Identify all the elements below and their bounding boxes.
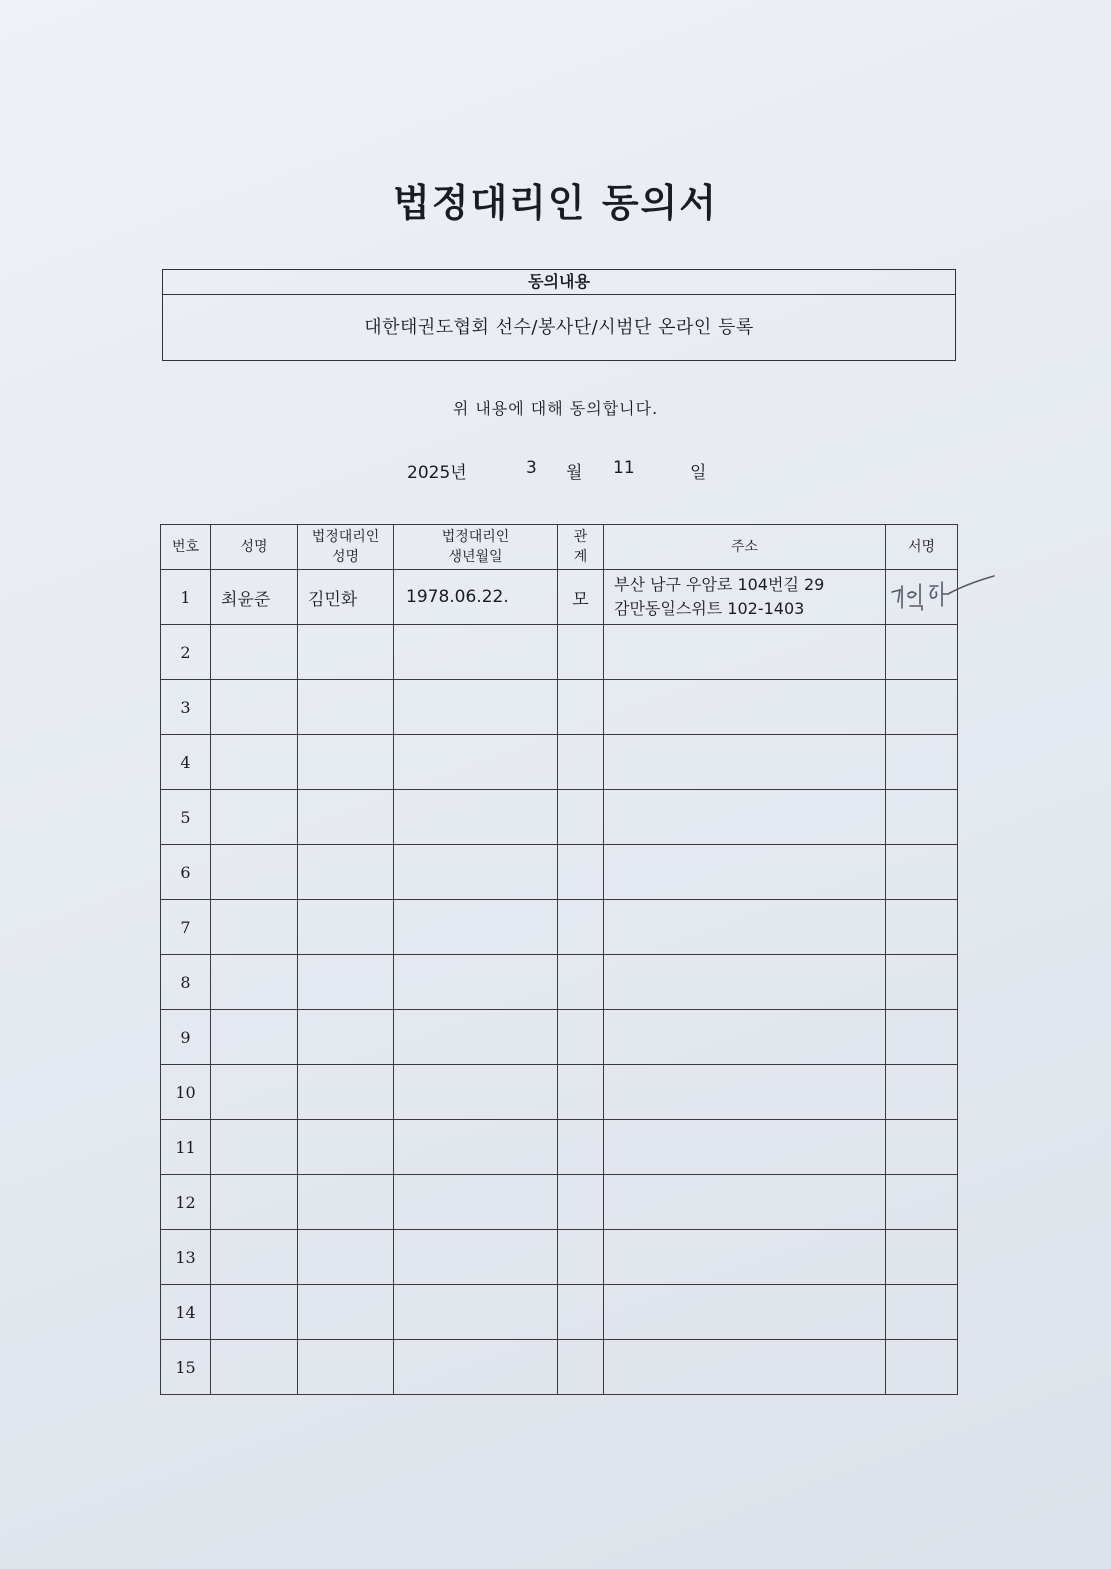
relation bbox=[558, 1175, 604, 1230]
representative-name bbox=[298, 1120, 394, 1175]
signature-cell bbox=[886, 900, 958, 955]
student-name bbox=[211, 955, 298, 1010]
table-row bbox=[161, 735, 958, 790]
signature-cell bbox=[886, 1065, 958, 1120]
representative-name bbox=[298, 900, 394, 955]
address bbox=[604, 1010, 886, 1065]
row-number: 12 bbox=[161, 1175, 211, 1230]
address bbox=[604, 625, 886, 680]
student-name bbox=[211, 900, 298, 955]
representative-table bbox=[160, 524, 958, 1395]
row-number: 1 bbox=[161, 570, 211, 625]
relation bbox=[558, 625, 604, 680]
header-relation bbox=[558, 525, 604, 570]
relation bbox=[558, 790, 604, 845]
representative-name bbox=[298, 625, 394, 680]
row-number: 15 bbox=[161, 1340, 211, 1395]
header-no: 번호 bbox=[161, 525, 211, 570]
signature-cell bbox=[886, 955, 958, 1010]
signature-cell bbox=[886, 1285, 958, 1340]
representative-birthdate bbox=[394, 900, 558, 955]
student-name bbox=[211, 845, 298, 900]
address bbox=[604, 1230, 886, 1285]
representative-birthdate bbox=[394, 955, 558, 1010]
student-name bbox=[211, 1010, 298, 1065]
address bbox=[604, 1120, 886, 1175]
header-name: 성명 bbox=[211, 525, 298, 570]
student-name bbox=[211, 1175, 298, 1230]
representative-name bbox=[298, 790, 394, 845]
row-number: 6 bbox=[161, 845, 211, 900]
table-row bbox=[161, 790, 958, 845]
row-number: 2 bbox=[161, 625, 211, 680]
signature-cell bbox=[886, 1010, 958, 1065]
table-row bbox=[161, 1175, 958, 1230]
signature-cell bbox=[886, 680, 958, 735]
representative-birthdate bbox=[394, 1065, 558, 1120]
representative-birthdate: 1978.06.22. bbox=[394, 570, 558, 625]
row-number: 3 bbox=[161, 680, 211, 735]
table-row bbox=[161, 680, 958, 735]
header-relation-line2: 계 bbox=[573, 549, 588, 565]
representative-name bbox=[298, 1175, 394, 1230]
student-name bbox=[211, 1230, 298, 1285]
table-row bbox=[161, 1340, 958, 1395]
table-row bbox=[161, 1285, 958, 1340]
row-number: 7 bbox=[161, 900, 211, 955]
table-row bbox=[161, 845, 958, 900]
signature-cell bbox=[886, 625, 958, 680]
representative-birthdate bbox=[394, 845, 558, 900]
representative-name bbox=[298, 680, 394, 735]
table-row bbox=[161, 625, 958, 680]
date-month-unit: 월 bbox=[566, 463, 583, 483]
date-day-value: 11 bbox=[613, 458, 635, 478]
header-address: 주소 bbox=[604, 525, 886, 570]
header-rep-name-line2: 성명 bbox=[331, 549, 360, 565]
header-relation-line1: 관 bbox=[573, 529, 588, 545]
representative-birthdate bbox=[394, 625, 558, 680]
relation bbox=[558, 1340, 604, 1395]
signature-cell bbox=[886, 570, 958, 625]
address-line1: 부산 남구 우암로 104번길 29 bbox=[614, 575, 825, 594]
table-row bbox=[161, 900, 958, 955]
date-year: 2025년 bbox=[407, 463, 467, 483]
relation bbox=[558, 1285, 604, 1340]
representative-name bbox=[298, 1340, 394, 1395]
representative-birthdate bbox=[394, 790, 558, 845]
representative-name bbox=[298, 955, 394, 1010]
handwritten-signature bbox=[886, 572, 1006, 620]
representative-birthdate bbox=[394, 1285, 558, 1340]
header-rep-birth-line2: 생년월일 bbox=[448, 549, 503, 565]
signature-cell bbox=[886, 845, 958, 900]
table-row bbox=[161, 1010, 958, 1065]
student-name bbox=[211, 1120, 298, 1175]
document-title: 법정대리인 동의서 bbox=[393, 180, 718, 225]
header-rep-name bbox=[298, 525, 394, 570]
address bbox=[604, 1065, 886, 1120]
row-number: 13 bbox=[161, 1230, 211, 1285]
address bbox=[604, 790, 886, 845]
representative-name bbox=[298, 1065, 394, 1120]
row-number: 14 bbox=[161, 1285, 211, 1340]
header-rep-name-line1: 법정대리인 bbox=[311, 529, 380, 545]
signature-cell bbox=[886, 1175, 958, 1230]
table-row bbox=[161, 1120, 958, 1175]
address bbox=[604, 1285, 886, 1340]
student-name bbox=[211, 625, 298, 680]
signature-cell bbox=[886, 1230, 958, 1285]
address bbox=[604, 735, 886, 790]
relation bbox=[558, 1230, 604, 1285]
signature-cell bbox=[886, 1340, 958, 1395]
table-row bbox=[161, 1230, 958, 1285]
consent-content-body: 대한태권도협회 선수/봉사단/시범단 온라인 등록 bbox=[364, 317, 754, 338]
student-name bbox=[211, 1340, 298, 1395]
address bbox=[604, 955, 886, 1010]
student-name bbox=[211, 680, 298, 735]
table-row bbox=[161, 955, 958, 1010]
table-header-row bbox=[161, 525, 958, 570]
relation bbox=[558, 900, 604, 955]
table-row bbox=[161, 570, 958, 625]
representative-birthdate bbox=[394, 1230, 558, 1285]
relation bbox=[558, 680, 604, 735]
representative-birthdate bbox=[394, 1175, 558, 1230]
relation bbox=[558, 1010, 604, 1065]
student-name: 최윤준 bbox=[211, 570, 298, 625]
address-line2: 감만동일스위트 102-1403 bbox=[614, 599, 805, 618]
representative-birthdate bbox=[394, 1010, 558, 1065]
row-number: 10 bbox=[161, 1065, 211, 1120]
date-day-unit: 일 bbox=[690, 463, 707, 483]
relation: 모 bbox=[558, 570, 604, 625]
student-name bbox=[211, 1285, 298, 1340]
address bbox=[604, 680, 886, 735]
agreement-statement: 위 내용에 대해 동의합니다. bbox=[452, 399, 659, 418]
representative-birthdate bbox=[394, 735, 558, 790]
representative-name bbox=[298, 1010, 394, 1065]
relation bbox=[558, 1065, 604, 1120]
relation bbox=[558, 735, 604, 790]
signature-cell bbox=[886, 735, 958, 790]
signature-cell bbox=[886, 790, 958, 845]
row-number: 9 bbox=[161, 1010, 211, 1065]
representative-name bbox=[298, 735, 394, 790]
row-number: 5 bbox=[161, 790, 211, 845]
consent-content-header: 동의내용 bbox=[163, 270, 955, 295]
row-number: 11 bbox=[161, 1120, 211, 1175]
address bbox=[604, 900, 886, 955]
representative-birthdate bbox=[394, 1120, 558, 1175]
relation bbox=[558, 845, 604, 900]
row-number: 4 bbox=[161, 735, 211, 790]
header-rep-birth bbox=[394, 525, 558, 570]
address bbox=[604, 845, 886, 900]
representative-birthdate bbox=[394, 680, 558, 735]
row-number: 8 bbox=[161, 955, 211, 1010]
representative-name bbox=[298, 1285, 394, 1340]
header-rep-birth-line1: 법정대리인 bbox=[441, 529, 510, 545]
representative-birthdate bbox=[394, 1340, 558, 1395]
address bbox=[604, 1175, 886, 1230]
header-signature: 서명 bbox=[886, 525, 958, 570]
consent-content-box bbox=[162, 269, 956, 361]
representative-name: 김민화 bbox=[298, 570, 394, 625]
relation bbox=[558, 1120, 604, 1175]
address bbox=[604, 570, 886, 625]
table-row bbox=[161, 1065, 958, 1120]
student-name bbox=[211, 790, 298, 845]
student-name bbox=[211, 735, 298, 790]
representative-name bbox=[298, 845, 394, 900]
date-month-value: 3 bbox=[526, 458, 537, 478]
address bbox=[604, 1340, 886, 1395]
signature-cell bbox=[886, 1120, 958, 1175]
representative-name bbox=[298, 1230, 394, 1285]
student-name bbox=[211, 1065, 298, 1120]
relation bbox=[558, 955, 604, 1010]
